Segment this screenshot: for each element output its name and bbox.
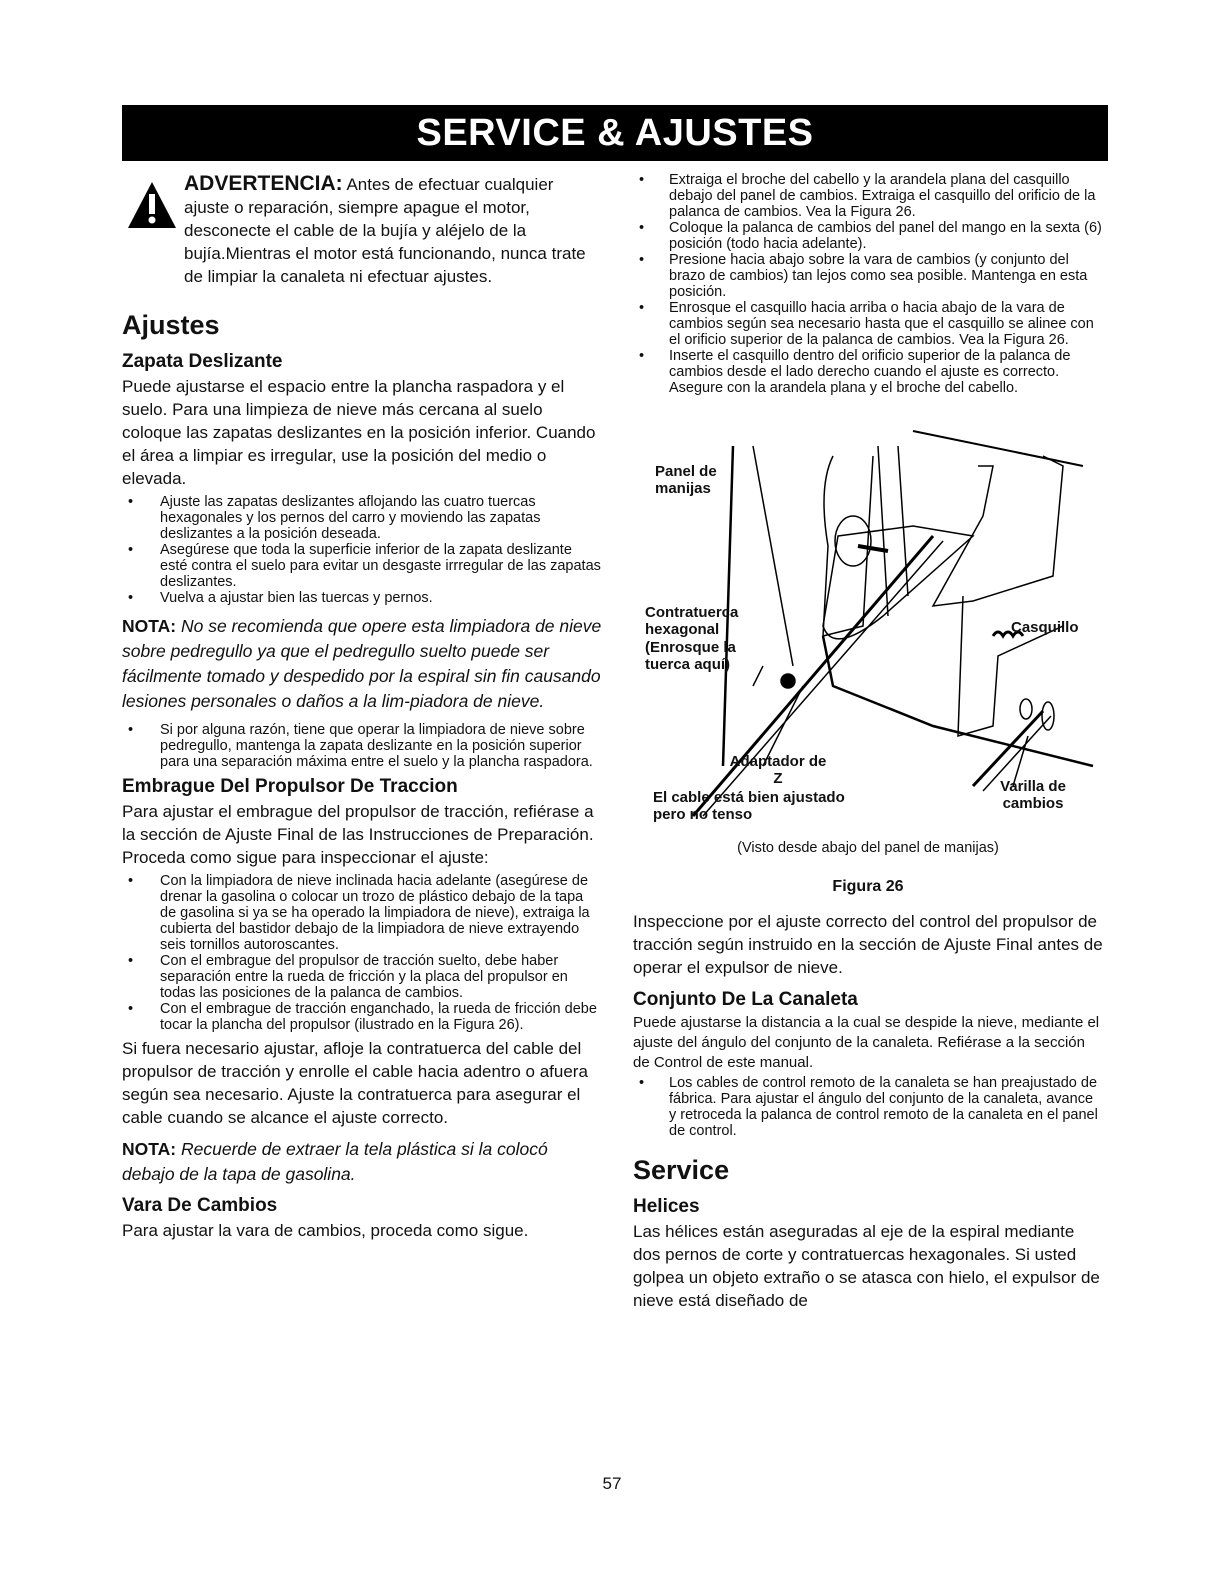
list-item: • Si por alguna razón, tiene que operar la limpiadora de nieve sobre pedregullo, mantenga la zapata deslizante en la posición superior para una separación máxima entre el suelo y la plancha raspadora. (122, 722, 602, 770)
list-item: • Ajuste las zapatas deslizantes aflojando las cuatro tuercas hexagonales y los pernos del carro y moviendo las zapatas deslizantes a la posición deseada. (122, 494, 602, 542)
section-title-ajustes: Ajustes (122, 310, 220, 340)
warning-text: Antes de efectuar cualquier ajuste o reparación, siempre apague el motor, desconecte el cable de la bujía y aléjelo de la bujía.Mientras el motor está funcionando, nunca trate de limpiar la canaleta ni efectuar ajustes. (184, 175, 586, 286)
note-text: No se recomienda que opere esta limpiadora de nieve sobre pedregullo ya que el pedregullo suelto puede ser fácilmente tomado y despedido por la espiral sin fin causando lesiones personales o daños a la lim-piadora de nieve. (122, 616, 602, 711)
label-enrosque: (Enrosque la tuerca aquí) (645, 639, 736, 673)
section-title-service: Service (633, 1155, 730, 1185)
list-item: • Inserte el casquillo dentro del orificio superior de la palanca de cambios desde el lado derecho cuando el ajuste es correcto. Asegure con la arandela plana y el broche del cabello. (633, 348, 1103, 396)
figure-26-illustration (633, 426, 1103, 826)
list-item: • Presione hacia abajo sobre la vara de cambios (y conjunto del brazo de cambios) tan lejos como sea posible. Mantenga en esta posición. (633, 252, 1103, 300)
label-casquillo: Casquillo (1011, 619, 1079, 636)
list-item: • Enrosque el casquillo hacia arriba o hacia abajo de la vara de cambios según sea necesario hasta que el casquillo se alinee con el orificio superior de la palanca de cambios. Vea la Figura 26. (633, 300, 1103, 348)
list-item: • Extraiga el broche del cabello y la arandela plana del casquillo debajo del panel de cambios. Extraiga el casquillo del orificio de la palanca de cambios. Vea la Figura 26. (633, 172, 1103, 220)
list-item: • Asegúrese que toda la superficie inferior de la zapata deslizante esté contra el suelo para evitar un desgaste irrregular de las zapatas deslizantes. (122, 542, 602, 590)
list-item: • Vuelva a ajustar bien las tuercas y pernos. (122, 590, 602, 606)
heading-zapata: Zapata Deslizante (122, 351, 283, 372)
helices-text: Las hélices están aseguradas al eje de la espiral mediante dos pernos de corte y contratuercas hexagonales. Si usted golpea un objeto extraño o se atasca con hielo, el expulsor de nieve está diseñado de (633, 1222, 1100, 1310)
list-item: • Coloque la palanca de cambios del panel del mango en la sexta (6) posición (todo hacia adelante). (633, 220, 1103, 252)
right-column (633, 172, 1103, 1312)
warning-block (122, 172, 602, 288)
label-adaptador-z: Adaptador de Z (729, 753, 827, 787)
inspect-text: Inspeccione por el ajuste correcto del control del propulsor de tracción según instruido en la sección de Ajuste Final antes de operar el expulsor de nieve. (633, 912, 1103, 977)
heading-helices: Helices (633, 1196, 700, 1217)
note-text: Recuerde de extraer la tela plástica si la colocó debajo de la tapa de gasolina. (122, 1139, 548, 1184)
label-varilla: Varilla de cambios (1000, 778, 1066, 812)
page-header: SERVICE & AJUSTES (122, 105, 1108, 161)
vara-bullets (633, 172, 1103, 396)
list-item: • Con el embrague de tracción enganchado, la rueda de fricción debe tocar la plancha del propulsor (ilustrado en la Figura 26). (122, 1001, 602, 1033)
note-label: NOTA: (122, 616, 177, 636)
heading-vara: Vara De Cambios (122, 1195, 278, 1216)
canaleta-text: Puede ajustarse la distancia a la cual se despide la nieve, mediante el ajuste del ángulo del conjunto de la canaleta. Refiérase a la sección de Control de este manual. (633, 1014, 1100, 1071)
label-panel-de-manijas: Panel de manijas (655, 463, 717, 497)
list-item: • Con la limpiadora de nieve inclinada hacia adelante (asegúrese de drenar la gasolina o colocar un trozo de plástico debajo de la tapa de gasolina si ya se ha operado la limpiadora de nieve), extraiga la cubierta del bastidor debajo de la limpiadora de nieve extrayendo seis tornillos autoroscantes. (122, 873, 602, 953)
figure-caption: (Visto desde abajo del panel de manijas) (737, 840, 999, 856)
label-contratuerca: Contratuerca hexagonal (645, 604, 739, 638)
zapata-text: Puede ajustarse el espacio entre la plancha raspadora y el suelo. Para una limpieza de nieve más cercana al suelo coloque las zapatas deslizantes en la posición inferior. Cuando el área a limpiar es irregular, use la posición del medio o elevada. (122, 377, 596, 488)
canaleta-bullets (633, 1075, 1103, 1139)
zapata-bullets (122, 494, 602, 606)
label-cable: El cable está bien ajustado pero no tenso (653, 789, 845, 823)
zapata-bullets-2 (122, 722, 602, 770)
list-item: • Los cables de control remoto de la canaleta se han preajustado de fábrica. Para ajustar el ángulo del conjunto de la canaleta, avance y retroceda la palanca de control remoto de la canaleta en el panel de control. (633, 1075, 1103, 1139)
note-label: NOTA: (122, 1139, 177, 1159)
warning-triangle-icon (127, 180, 177, 230)
note-plastic (122, 1137, 602, 1187)
heading-embrague: Embrague Del Propulsor De Traccion (122, 776, 458, 797)
embrague-text-2: Si fuera necesario ajustar, afloje la contratuerca del cable del propulsor de tracción y enrolle el cable hacia adentro o afuera según sea necesario. Ajuste la contratuerca para asegurar el cable cuando se alcance el ajuste correcto. (122, 1039, 588, 1127)
figure-number: Figura 26 (832, 878, 904, 895)
warning-label: ADVERTENCIA: (184, 172, 343, 195)
embrague-text: Para ajustar el embrague del propulsor de tracción, refiérase a la sección de Ajuste Final de las Instrucciones de Preparación. Proceda como sigue para inspeccionar el ajuste: (122, 802, 594, 867)
heading-canaleta: Conjunto De La Canaleta (633, 989, 858, 1010)
page-number: 57 (602, 1474, 622, 1493)
list-item: • Con el embrague del propulsor de tracción suelto, debe haber separación entre la rueda de fricción y la placa del propulsor en todas las posiciones de la palanca de cambios. (122, 953, 602, 1001)
left-column (122, 172, 602, 1242)
note-gravel (122, 614, 602, 714)
embrague-bullets (122, 873, 602, 1033)
vara-text: Para ajustar la vara de cambios, proceda como sigue. (122, 1221, 529, 1240)
